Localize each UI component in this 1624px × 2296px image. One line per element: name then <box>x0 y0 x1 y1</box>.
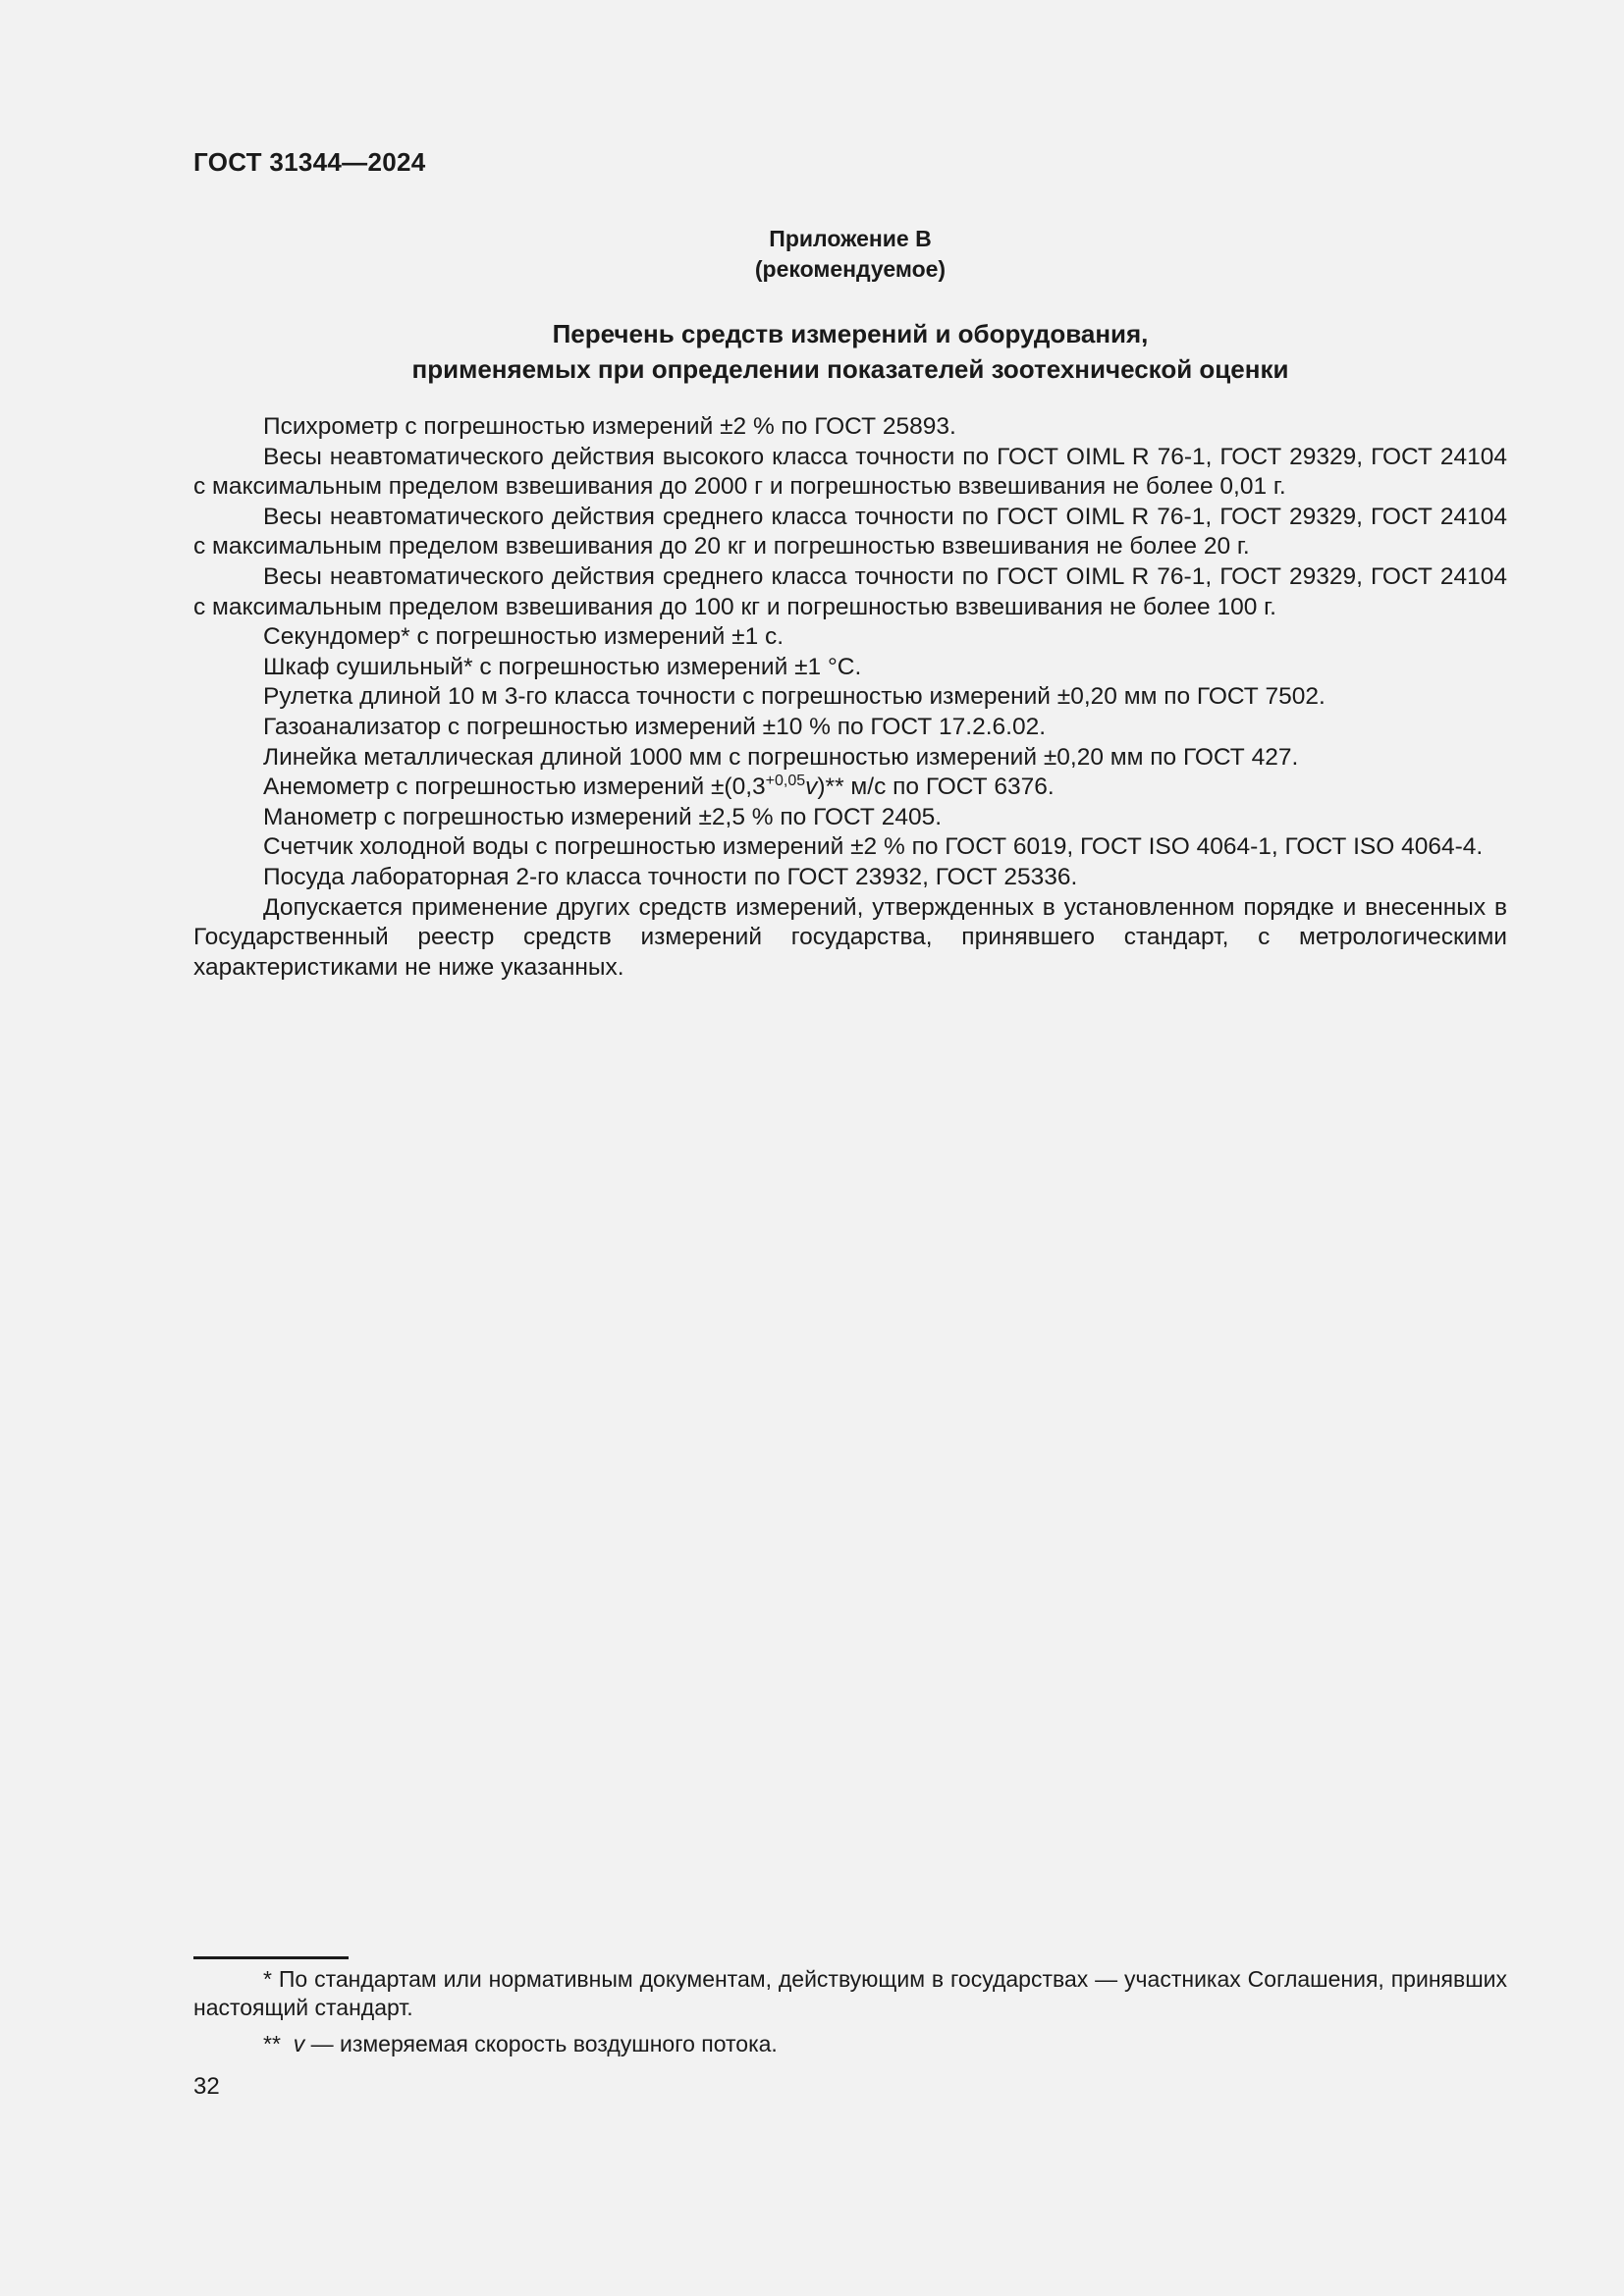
list-item: Посуда лабораторная 2-го класса точности по ГОСТ 23932, ГОСТ 25336. <box>263 863 1078 890</box>
anemometer-superscript: +0,05 <box>765 772 806 789</box>
list-item-anemometer <box>193 773 1507 803</box>
page-title-line-1: Перечень средств измерений и оборудования, <box>552 319 1149 348</box>
anemometer-suffix: )** м/с по ГОСТ 6376. <box>817 774 1055 801</box>
list-item: Весы неавтоматического действия высокого класса точности по ГОСТ OIML R 76-1, ГОСТ 29329, ГОСТ 24104 с максимальным пределом взвешивания до 2000 г и погрешностью взвешивания не более 0,01 г. <box>193 443 1507 501</box>
closing-paragraph: Допускается применение других средств измерений, утвержденных в установленном порядке и внесенных в Государственный реестр средств измерений государства, принявшего стандарт, с метрологическими характеристиками не ниже указанных. <box>193 893 1507 981</box>
appendix-status: (рекомендуемое) <box>754 256 947 282</box>
anemometer-prefix: Анемометр с погрешностью измерений ±(0,3 <box>263 774 766 801</box>
page-title-line-2: применяемых при определении показателей зоотехнической оценки <box>411 354 1289 384</box>
footnote-divider <box>193 1956 349 1959</box>
footnotes <box>193 1965 1507 2066</box>
appendix-label: Приложение В <box>769 226 932 251</box>
anemometer-variable: v <box>805 774 818 801</box>
list-item: Манометр с погрешностью измерений ±2,5 % по ГОСТ 2405. <box>263 803 943 830</box>
footnote-2-marker: ** <box>263 2031 281 2056</box>
footnote-1: * По стандартам или нормативным документам, действующим в государствах — участниках Соглашения, принявших настоящий стандарт. <box>193 1966 1507 2020</box>
list-item: Счетчик холодной воды с погрешностью измерений ±2 % по ГОСТ 6019, ГОСТ ISO 4064-1, ГОСТ ISO 4064-4. <box>263 833 1484 861</box>
list-item: Секундомер* с погрешностью измерений ±1 с. <box>263 623 785 651</box>
appendix-heading <box>193 224 1507 285</box>
list-item: Рулетка длиной 10 м 3-го класса точности с погрешностью измерений ±0,20 мм по ГОСТ 7502. <box>263 683 1326 711</box>
document-code: ГОСТ 31344—2024 <box>193 147 426 177</box>
page-title <box>193 316 1507 387</box>
footnote-2-text: — измеряемая скорость воздушного потока. <box>304 2031 778 2056</box>
list-item: Весы неавтоматического действия среднего класса точности по ГОСТ OIML R 76-1, ГОСТ 29329, ГОСТ 24104 с максимальным пределом взвешивания до 20 кг и погрешностью взвешивания не более 20 г. <box>193 503 1507 561</box>
page-number: 32 <box>193 2073 220 2100</box>
list-item: Шкаф сушильный* с погрешностью измерений ±1 °С. <box>263 653 862 680</box>
footnote-2-variable: v <box>293 2031 305 2056</box>
list-item: Линейка металлическая длиной 1000 мм с погрешностью измерений ±0,20 мм по ГОСТ 427. <box>263 743 1299 771</box>
list-item: Газоанализатор с погрешностью измерений ±10 % по ГОСТ 17.2.6.02. <box>263 713 1047 740</box>
footnote-2 <box>193 2030 1507 2058</box>
equipment-list <box>193 412 1507 983</box>
list-item: Психрометр с погрешностью измерений ±2 % по ГОСТ 25893. <box>263 413 956 440</box>
list-item: Весы неавтоматического действия среднего класса точности по ГОСТ OIML R 76-1, ГОСТ 29329, ГОСТ 24104 с максимальным пределом взвешивания до 100 кг и погрешностью взвешивания не более 100 г. <box>193 562 1507 620</box>
